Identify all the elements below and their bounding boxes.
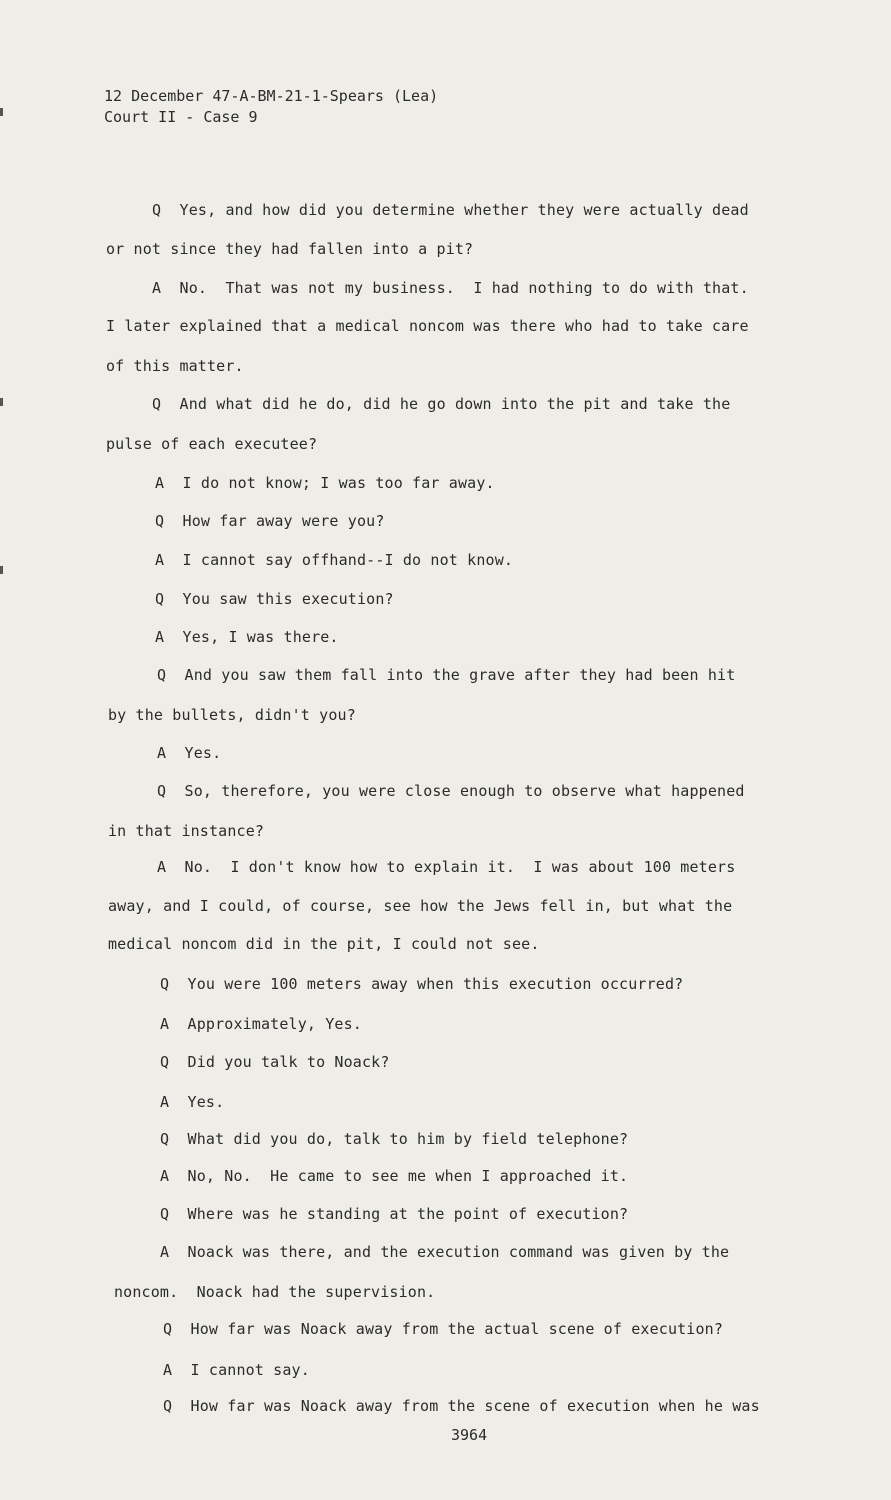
page-number: 3964 [451, 1426, 488, 1444]
transcript-line: A I cannot say offhand--I do not know. [155, 551, 514, 569]
transcript-line: of this matter. [106, 357, 244, 375]
transcript-line: Q You were 100 meters away when this execution occurred? [160, 975, 684, 993]
transcript-line: Q Yes, and how did you determine whether they were actually dead [152, 201, 749, 219]
transcript-line: A Noack was there, and the execution command was given by the [160, 1243, 730, 1261]
transcript-line: Q Did you talk to Noack? [160, 1053, 390, 1071]
transcript-line: away, and I could, of course, see how the Jews fell in, but what the [108, 897, 733, 915]
transcript-line: pulse of each executee? [106, 435, 318, 453]
transcript-line: Q So, therefore, you were close enough to observe what happened [157, 782, 745, 800]
page-edge-mark [0, 566, 3, 574]
transcript-line: A I do not know; I was too far away. [155, 474, 495, 492]
transcript-line: A Yes, I was there. [155, 628, 339, 646]
page-edge-mark [0, 108, 3, 116]
transcript-line: A No. That was not my business. I had nothing to do with that. [152, 279, 749, 297]
page-edge-mark [0, 398, 3, 406]
transcript-line: A Approximately, Yes. [160, 1015, 362, 1033]
transcript-line: Q And you saw them fall into the grave after they had been hit [157, 666, 736, 684]
transcript-line: Q How far was Noack away from the actual scene of execution? [163, 1320, 724, 1338]
transcript-line: Q How far was Noack away from the scene of execution when he was [163, 1397, 760, 1415]
transcript-line: in that instance? [108, 822, 265, 840]
header-line-date-ref: 12 December 47-A-BM-21-1-Spears (Lea) [104, 87, 439, 105]
transcript-line: A Yes. [160, 1093, 225, 1111]
transcript-line: A I cannot say. [163, 1361, 310, 1379]
transcript-line: noncom. Noack had the supervision. [114, 1283, 436, 1301]
document-header [104, 86, 438, 128]
transcript-line: Q Where was he standing at the point of execution? [160, 1205, 629, 1223]
transcript-line: A No. I don't know how to explain it. I was about 100 meters [157, 858, 736, 876]
transcript-line: Q What did you do, talk to him by field telephone? [160, 1130, 629, 1148]
transcript-line: medical noncom did in the pit, I could not see. [108, 935, 540, 953]
transcript-line: by the bullets, didn't you? [108, 706, 356, 724]
transcript-line: Q And what did he do, did he go down into the pit and take the [152, 395, 731, 413]
transcript-line: Q How far away were you? [155, 512, 385, 530]
transcript-line: Q You saw this execution? [155, 590, 394, 608]
transcript-line: A No, No. He came to see me when I approached it. [160, 1167, 629, 1185]
transcript-line: or not since they had fallen into a pit? [106, 240, 474, 258]
transcript-line: A Yes. [157, 744, 222, 762]
transcript-line: I later explained that a medical noncom was there who had to take care [106, 317, 749, 335]
header-line-court: Court II - Case 9 [104, 108, 258, 126]
